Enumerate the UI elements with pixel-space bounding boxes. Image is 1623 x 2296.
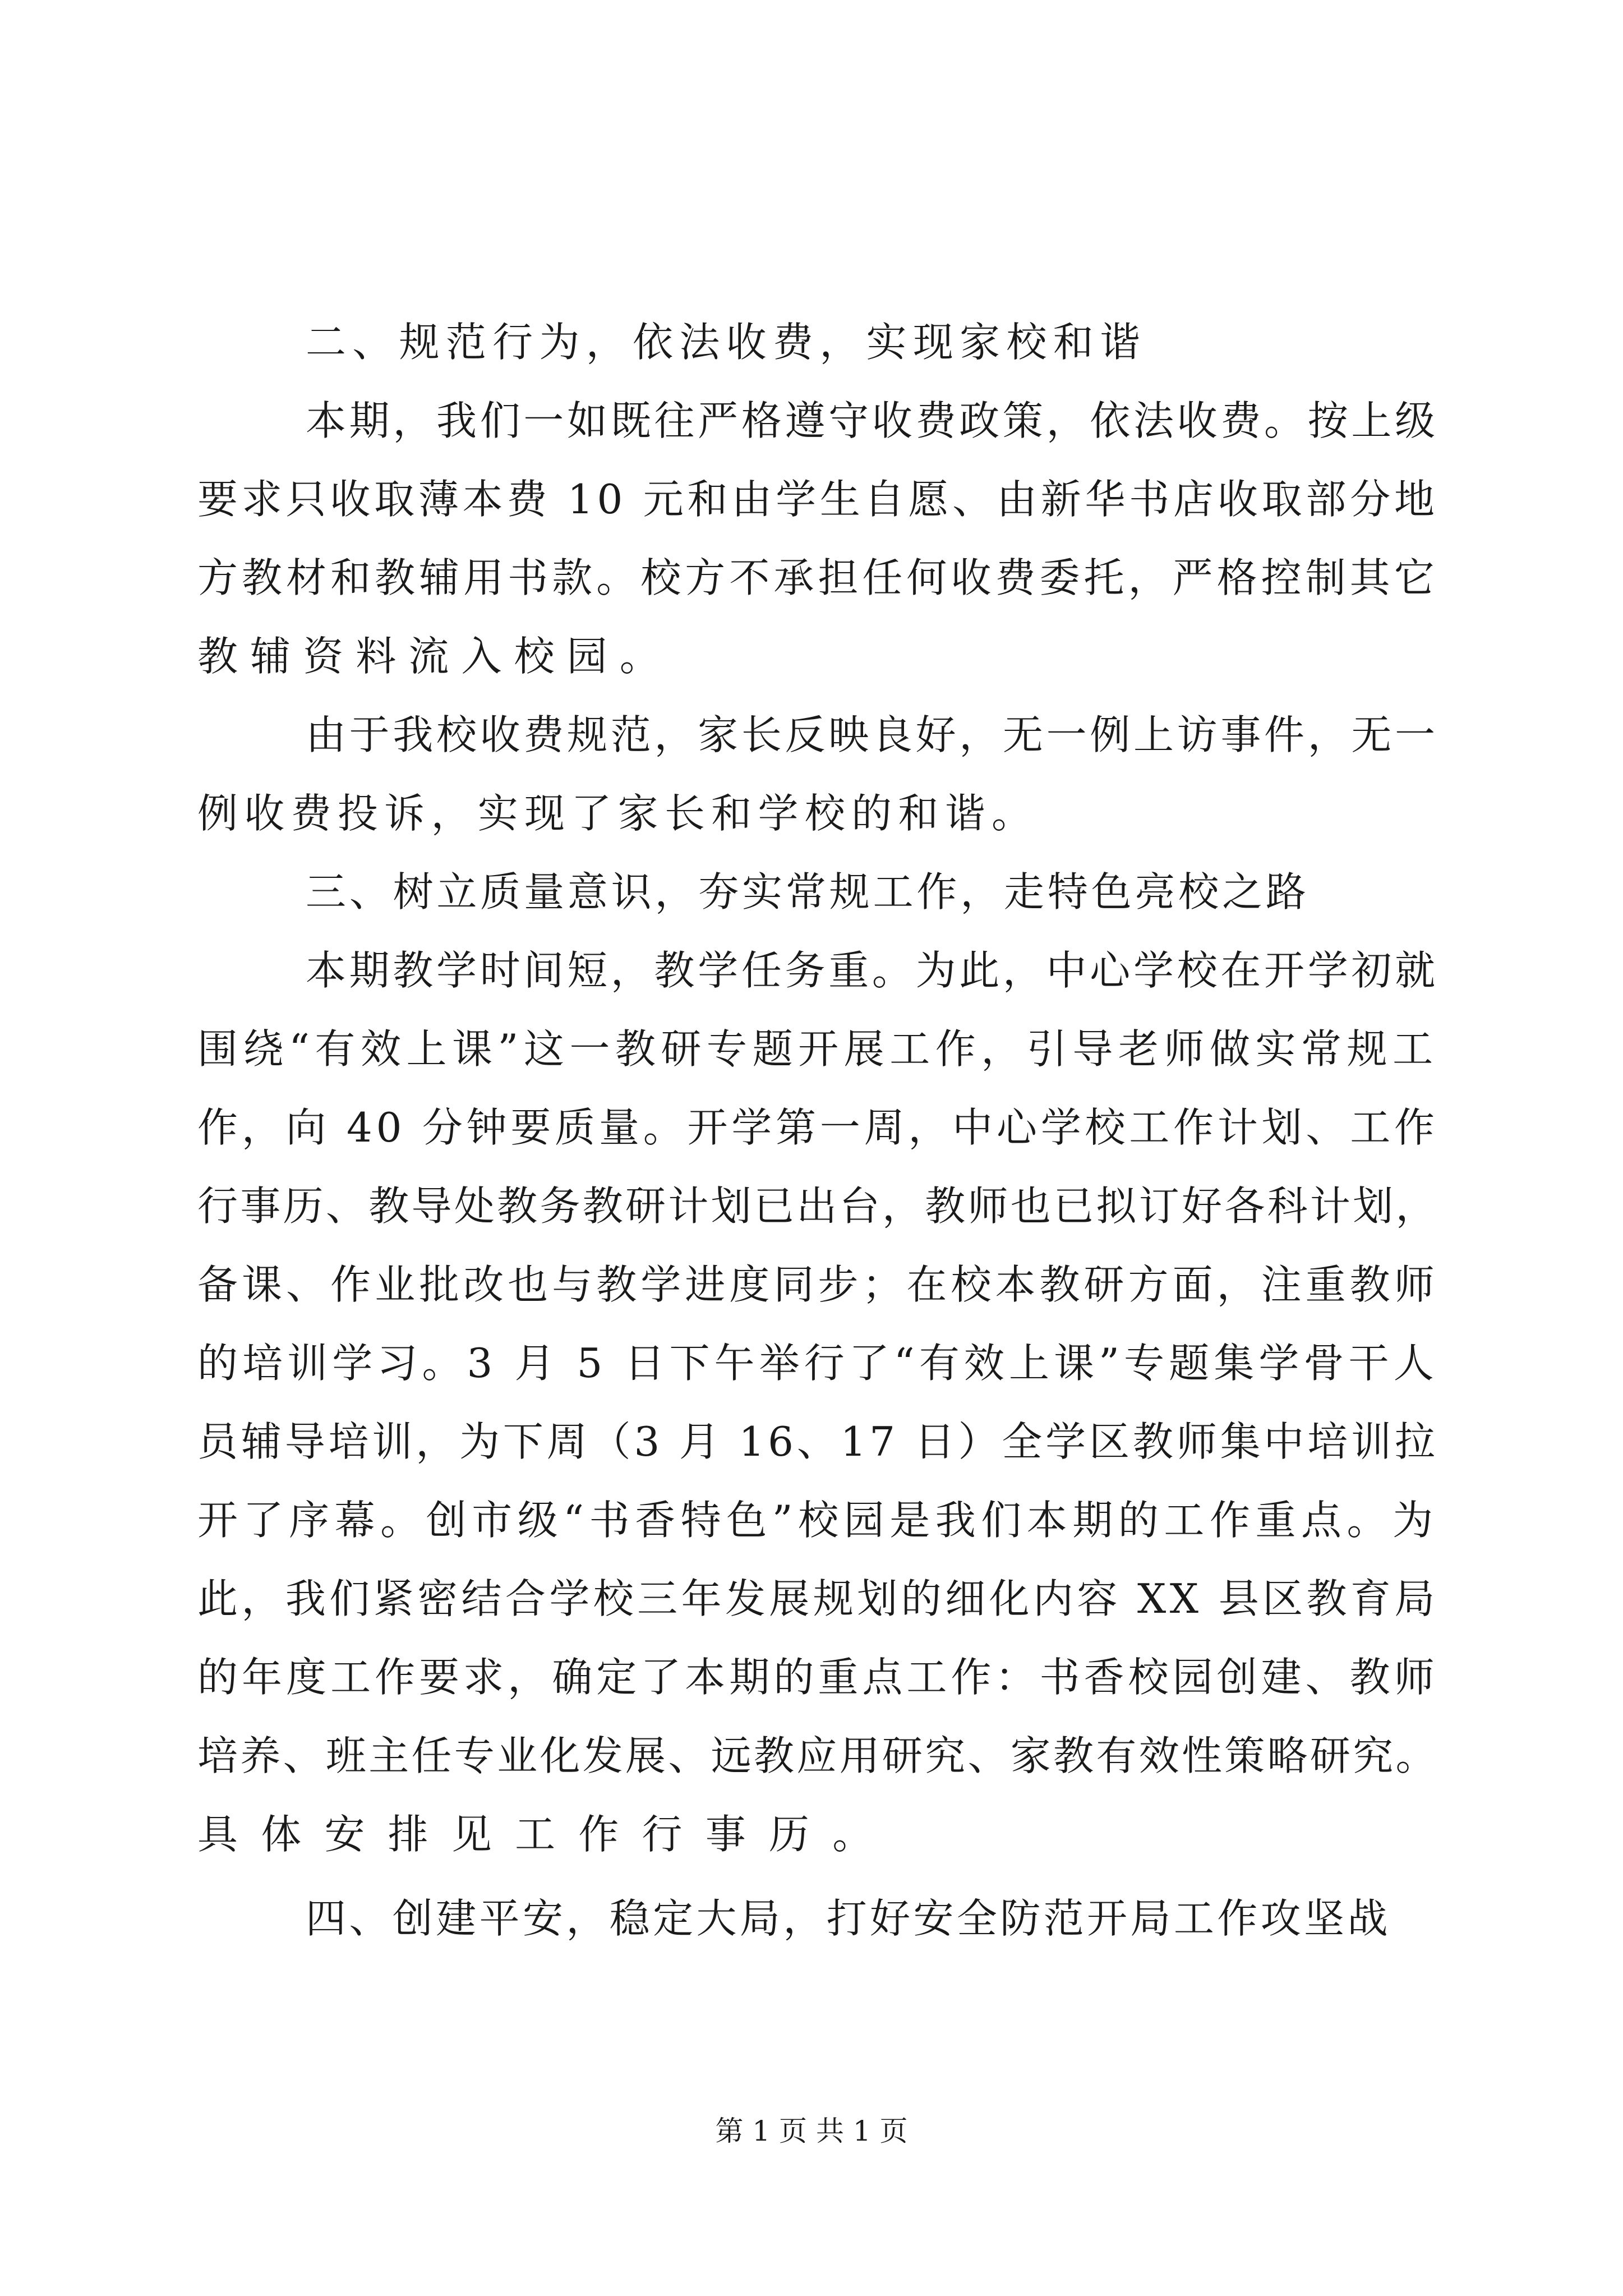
line-text: 要求只收取薄本费 10 元和由学生自愿、由新华书店收取部分地	[197, 476, 1438, 523]
line-text: 培养、班主任专业化发展、远教应用研究、家教有效性策略研究。	[197, 1732, 1438, 1779]
line-text: 员辅导培训，为下周（3 月 16、17 日）全学区教师集中培训拉	[197, 1418, 1438, 1465]
page-number-label: 第 1 页 共 1 页	[715, 2115, 908, 2147]
line-text: 本期，我们一如既往严格遵守收费政策，依法收费。按上级	[306, 397, 1438, 444]
line-text: 围绕“有效上课”这一教研专题开展工作，引导老师做实常规工	[197, 1025, 1438, 1073]
line-text: 方教材和教辅用书款。校方不承担任何收费委托，严格控制其它	[197, 554, 1438, 601]
heading-text: 四、创建平安，稳定大局，打好安全防范开局工作攻坚战	[306, 1895, 1391, 1942]
heading-text: 二、规范行为，依法收费，实现家校和谐	[306, 319, 1147, 366]
line-text: 的培训学习。3 月 5 日下午举行了“有效上课”专题集学骨干人	[197, 1340, 1438, 1387]
page-footer	[0, 2111, 1623, 2151]
line-text: 具体安排见工作行事历。	[197, 1811, 896, 1858]
line-text: 本期教学时间短，教学任务重。为此，中心学校在开学初就	[306, 947, 1438, 994]
line-text: 由于我校收费规范，家长反映良好，无一例上访事件，无一	[306, 711, 1438, 758]
line-text: 教辅资料流入校园。	[197, 633, 672, 680]
line-text: 行事历、教导处教务教研计划已出台，教师也已拟订好各科计划，	[197, 1182, 1438, 1230]
line-text: 此，我们紧密结合学校三年发展规划的细化内容 XX 县区教育局	[197, 1575, 1438, 1622]
line-text: 备课、作业批改也与教学进度同步；在校本教研方面，注重教师	[197, 1261, 1438, 1308]
line-text: 开了序幕。创市级“书香特色”校园是我们本期的工作重点。为	[197, 1497, 1438, 1544]
heading-text: 三、树立质量意识，夯实常规工作，走特色亮校之路	[306, 868, 1310, 915]
line-text: 例收费投诉，实现了家长和学校的和谐。	[197, 790, 1039, 837]
line-text: 的年度工作要求，确定了本期的重点工作：书香校园创建、教师	[197, 1654, 1438, 1701]
line-text: 作，向 40 分钟要质量。开学第一周，中心学校工作计划、工作	[197, 1104, 1438, 1151]
